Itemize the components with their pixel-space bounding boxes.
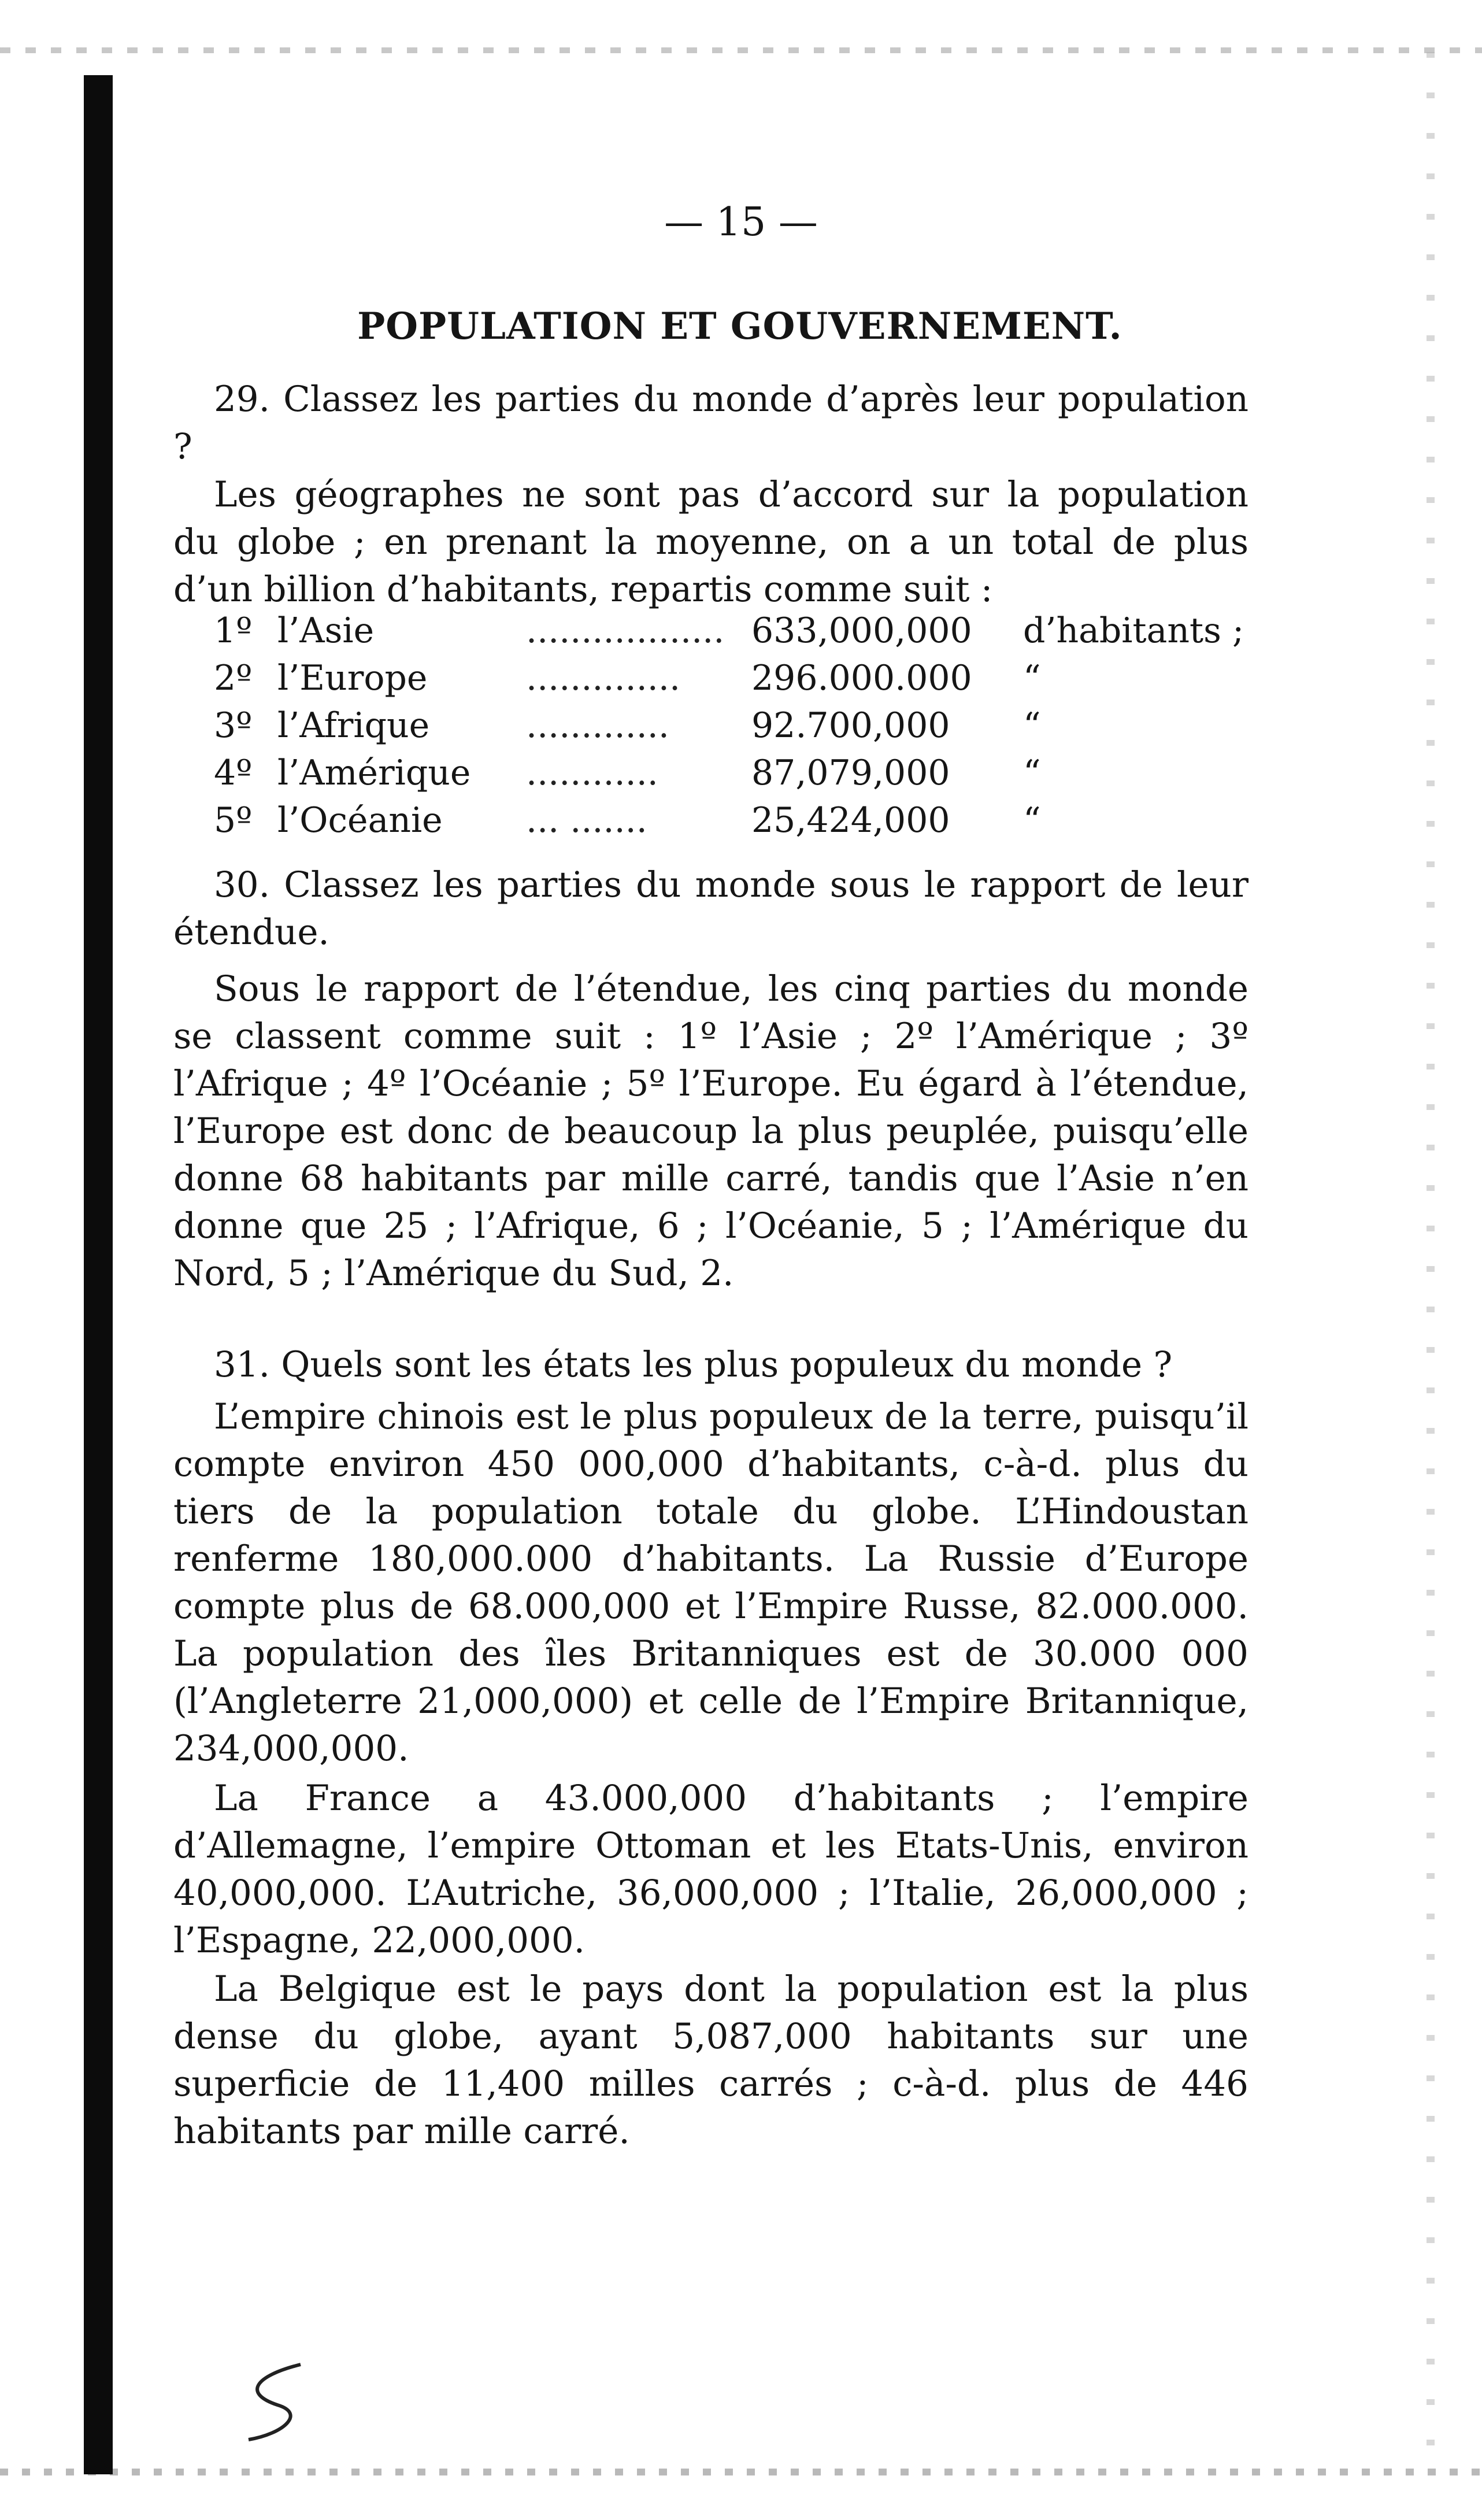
question-30: [173, 861, 1248, 956]
question-29: [173, 376, 1248, 471]
row-value: 296.000.000: [751, 658, 972, 698]
row-name: l’Asie: [277, 610, 375, 651]
row-value: 87,079,000: [751, 753, 950, 793]
row-value: 25,424,000: [751, 800, 950, 841]
row-unit: “: [1023, 705, 1041, 746]
answer-31-p1-text: L’empire chinois est le plus populeux de la terre, puisqu’il compte environ 450 000,000 d’habitants, c-à-d. plus du tiers de la population totale du globe. L’Hindoustan renferme 180,000.000 d’habitants. La Russie d’Europe compte plus de 68.000,000 et l’Empire Russe, 82.000.000. La population des îles Britanniques est de 30.000 000 (l’Angleterre 21,000,000) et celle de l’Empire Britannique, 234,000,000.: [173, 1396, 1248, 1769]
row-unit: “: [1023, 753, 1041, 793]
row-unit: d’habitants ;: [1023, 610, 1244, 651]
row-value: 92.700,000: [751, 705, 950, 746]
answer-31-p2-text: La France a 43.000,000 d’habitants ; l’empire d’Allemagne, l’empire Ottoman et les Etats-Unis, environ 40,000,000. L’Autriche, 36,000,000 ; l’Italie, 26,000,000 ; l’Espagne, 22,000,000.: [173, 1778, 1248, 1961]
row-leader: ..............: [526, 658, 681, 698]
answer-31-paragraph-2: [173, 1775, 1248, 1964]
binding-spine: [84, 75, 113, 2474]
page-edge-right: [1427, 52, 1435, 2469]
row-value: 633,000,000: [751, 610, 972, 651]
page-edge-top: [0, 47, 1482, 53]
row-rank: 3º: [214, 705, 253, 746]
page-number: — 15 —: [664, 199, 818, 245]
row-name: l’Afrique: [277, 705, 430, 746]
answer-30-text: Sous le rapport de l’étendue, les cinq parties du monde se classent comme suit : 1º l’Asie ; 2º l’Amérique ; 3º l’Afrique ; 4º l’Océanie ; 5º l’Europe. Eu égard à l’étendue, l’Europe est donc de beaucoup la plus peuplée, puisqu’elle donne 68 habitants par mille carré, tandis que l’Asie n’en donne que 25 ; l’Afrique, 6 ; l’Océanie, 5 ; l’Amérique du Nord, 5 ; l’Amérique du Sud, 2.: [173, 968, 1248, 1294]
section-heading: POPULATION ET GOUVERNEMENT.: [357, 305, 1122, 348]
population-table: [214, 607, 1254, 844]
answer-31-p3-text: La Belgique est le pays dont la population est la plus dense du globe, ayant 5,087,000 habitants sur une superficie de 11,400 milles carrés ; c-à-d. plus de 446 habitants par mille carré.: [173, 1968, 1248, 2152]
answer-30: [173, 965, 1248, 1297]
row-leader: ............: [526, 753, 658, 793]
row-unit: “: [1023, 658, 1041, 698]
population-row: [214, 607, 1254, 654]
row-name: l’Océanie: [277, 800, 443, 841]
row-name: l’Europe: [277, 658, 428, 698]
population-row: [214, 702, 1254, 749]
question-29-text: 29. Classez les parties du monde d’après leur population ?: [173, 379, 1248, 467]
answer-29-text: Les géographes ne sont pas d’accord sur la population du globe ; en prenant la moyenne, on a un total de plus d’un billion d’habitants, repartis comme suit :: [173, 474, 1248, 610]
page-edge-bottom: [0, 2469, 1482, 2475]
row-rank: 1º: [214, 610, 253, 651]
row-leader: .............: [526, 705, 669, 746]
population-row: [214, 749, 1254, 797]
row-rank: 5º: [214, 800, 253, 841]
question-31: [173, 1341, 1248, 1389]
row-leader: ..................: [526, 610, 725, 651]
answer-31-paragraph-3: [173, 1966, 1248, 2155]
population-row: [214, 654, 1254, 702]
row-unit: “: [1023, 800, 1041, 841]
pencil-mark: [231, 2359, 324, 2445]
row-name: l’Amérique: [277, 753, 471, 793]
row-rank: 2º: [214, 658, 253, 698]
question-30-text: 30. Classez les parties du monde sous le rapport de leur étendue.: [173, 864, 1248, 953]
answer-31-paragraph-1: [173, 1393, 1248, 1772]
answer-29: [173, 471, 1248, 613]
population-row: [214, 797, 1254, 844]
row-leader: ... .......: [526, 800, 647, 841]
question-31-text: 31. Quels sont les états les plus populeux du monde ?: [214, 1344, 1173, 1385]
row-rank: 4º: [214, 753, 253, 793]
